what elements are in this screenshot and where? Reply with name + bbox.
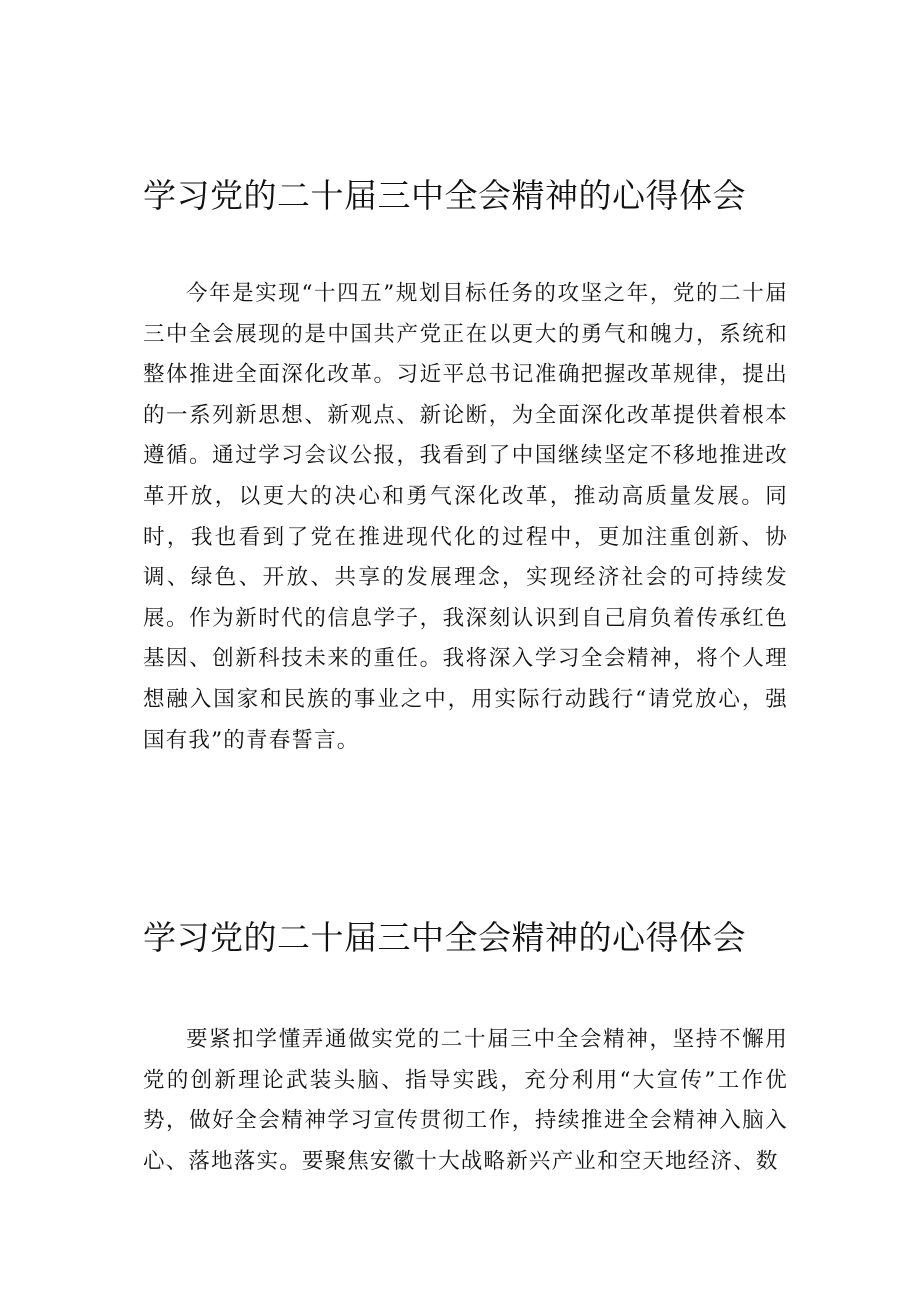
essay-title-2: 学习党的二十届三中全会精神的心得体会 — [143, 918, 746, 957]
essay-section-2 — [143, 912, 788, 1182]
essay-paragraph-1: 今年是实现“十四五”规划目标任务的攻坚之年，党的二十届三中全会展现的是中国共产党正在以更大的勇气和魄力，系统和整体推进全面深化改革。习近平总书记准确把握改革规律，提出的一系列新思想、新观点、新论断，为全面深化改革提供着根本遵循。通过学习会议公报，我看到了中国继续坚定不移地推进改革开放，以更大的决心和勇气深化改革，推动高质量发展。同时，我也看到了党在推进现代化的过程中，更加注重创新、协调、绿色、开放、共享的发展理念，实现经济社会的可持续发展。作为新时代的信息学子，我深刻认识到自己肩负着传承红色基因、创新科技未来的重任。我将深入学习全会精神，将个人理想融入国家和民族的事业之中，用实际行动践行“请党放心，强国有我”的青春誓言。 — [143, 281, 788, 753]
essay-section-1 — [143, 170, 788, 761]
essay-title-1: 学习党的二十届三中全会精神的心得体会 — [143, 176, 746, 215]
essay-paragraph-2: 要紧扣学懂弄通做实党的二十届三中全会精神，坚持不懈用党的创新理论武装头脑、指导实践，充分利用“大宣传”工作优势，做好全会精神学习宣传贯彻工作，持续推进全会精神入脑入心、落地落实。要聚焦安徽十大战略新兴产业和空天地经济、数 — [143, 1027, 788, 1174]
